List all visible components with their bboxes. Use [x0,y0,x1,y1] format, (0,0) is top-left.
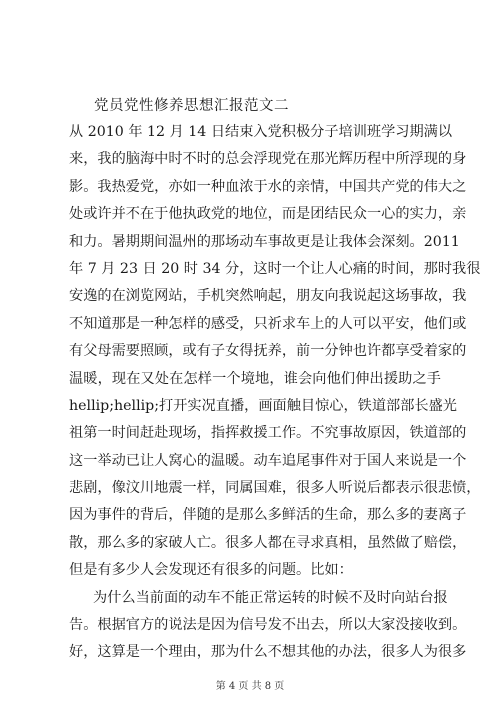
text-line: 从 2010 年 12 月 14 日结束入党积极分子培训班学习期满以 [69,124,453,140]
text-line: 为什么当前面的动车不能正常运转的时候不及时向站台报 [93,589,448,606]
text-line: 来，我的脑海中时不时的总会浮现党在那光辉历程中所浮现的身 [69,151,467,168]
page-number-footer: 第 4 页 共 8 页 [215,681,285,692]
text-line: 好，这算是一个理由，那为什么不想其他的办法，很多人为很多 [69,644,467,661]
text-line: 不知道那是一种怎样的感受，只祈求车上的人可以平安，他们或 [69,315,467,332]
text-line: 但是有多少人会发现还有很多的问题。比如： [69,562,353,579]
text-line: 祖第一时间赶赴现场，指挥救援工作。不究事故原因，铁道部的 [69,425,467,442]
text-line: 年 7 月 23 日 20 时 34 分，这时一个让人心痛的时间，那时我很 [69,260,481,277]
text-line: 影。我热爱党，亦如一种血浓于水的亲情，中国共产党的伟大之 [69,178,467,195]
text-line: 处或许并不在于他执政党的地位，而是团结民众一心的实力，亲 [69,206,467,223]
text-line: hellip;hellip;打开实况直播，画面触目惊心，铁道部部长盛光 [69,397,457,414]
text-line: 散，那么多的家破人亡。很多人都在寻求真相，虽然做了赔偿， [69,534,467,551]
text-line: 有父母需要照顾，或有子女得抚养，前一分钟也许都享受着家的 [69,343,467,360]
text-line: 这一举动已让人窝心的温暖。动车追尾事件对于国人来说是一个 [69,452,467,469]
text-line: 因为事件的背后，伴随的是那么多鲜活的生命，那么多的妻离子 [69,507,467,524]
text-line: 告。根据官方的说法是因为信号发不出去，所以大家没接收到。 [69,617,467,634]
document-title: 党员党性修养思想汇报范文二 [94,98,289,114]
text-line: 和力。暑期期间温州的那场动车事故更是让我体会深刻。2011 [69,233,460,250]
body-text [69,119,481,667]
text-line: 悲剧，像汶川地震一样，同属国难，很多人听说后都表示很悲愤， [69,480,481,497]
text-line: 安逸的在浏览网站，手机突然响起，朋友向我说起这场事故，我 [69,288,467,305]
text-line: 温暖，现在又处在怎样一个境地，谁会向他们伸出援助之手 [69,370,441,387]
